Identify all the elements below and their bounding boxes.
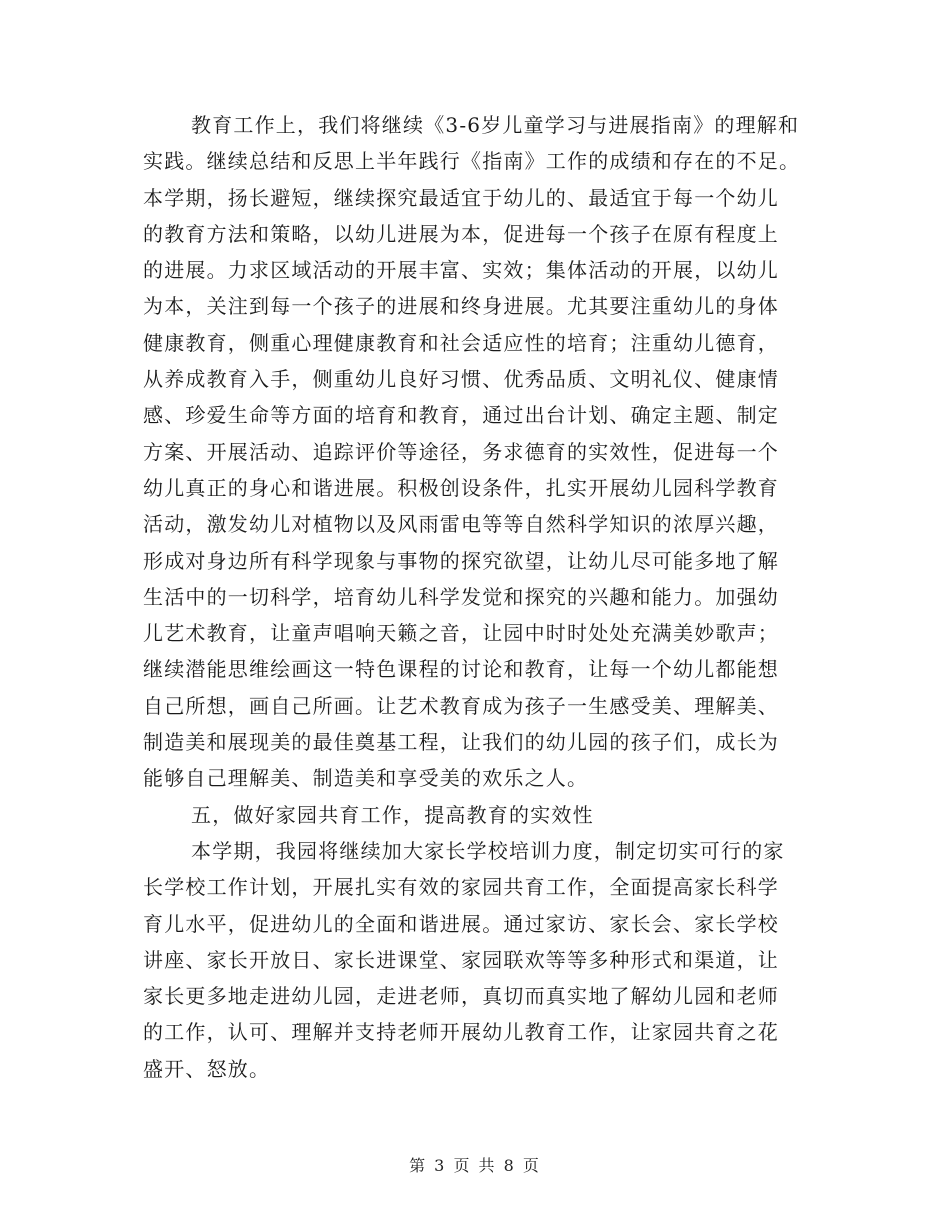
paragraph-line: 本学期，我园将继续加大家长学校培训力度，制定切实可行的家 xyxy=(191,838,785,863)
paragraph-line: 方案、开展活动、追踪评价等途径，务求德育的实效性，促进每一个 xyxy=(143,439,779,464)
paragraph-line: 继续潜能思维绘画这一特色课程的讨论和教育，让每一个幼儿都能想 xyxy=(143,657,779,682)
section-heading: 五，做好家园共育工作，提高教育的实效性 xyxy=(191,802,594,827)
paragraph-line: 从养成教育入手，侧重幼儿良好习惯、优秀品质、文明礼仪、健康情 xyxy=(143,367,779,392)
paragraph-line: 能够自己理解美、制造美和享受美的欢乐之人。 xyxy=(143,766,589,791)
paragraph-line: 为本，关注到每一个孩子的进展和终身进展。尤其要注重幼儿的身体 xyxy=(143,294,779,319)
paragraph-line: 教育工作上，我们将继续《3-6岁儿童学习与进展指南》的理解和 xyxy=(191,113,800,137)
paragraph-line: 健康教育，侧重心理健康教育和社会适应性的培育；注重幼儿德育， xyxy=(143,330,779,355)
paragraph-line: 育儿水平，促进幼儿的全面和谐进展。通过家访、家长会、家长学校 xyxy=(143,911,779,936)
paragraph-line: 活动，激发幼儿对植物以及风雨雷电等等自然科学知识的浓厚兴趣， xyxy=(143,512,779,537)
paragraph-line: 实践。继续总结和反思上半年践行《指南》工作的成绩和存在的不足。 xyxy=(143,149,801,174)
paragraph-line: 生活中的一切科学，培育幼儿科学发觉和探究的兴趣和能力。加强幼 xyxy=(143,584,779,609)
paragraph-line: 的进展。力求区域活动的开展丰富、实效；集体活动的开展，以幼儿 xyxy=(143,258,779,283)
document-body xyxy=(143,107,803,1087)
paragraph-line: 儿艺术教育，让童声唱响天籁之音，让园中时时处处充满美妙歌声； xyxy=(143,621,779,646)
paragraph-line: 幼儿真正的身心和谐进展。积极创设条件，扎实开展幼儿园科学教育 xyxy=(143,475,779,500)
page-number-footer: 第 3 页 共 8 页 xyxy=(409,1156,541,1175)
paragraph-line: 的工作，认可、理解并支持老师开展幼儿教育工作，让家园共育之花 xyxy=(143,1020,779,1045)
paragraph-line: 制造美和展现美的最佳奠基工程，让我们的幼儿园的孩子们，成长为 xyxy=(143,730,779,755)
paragraph-line: 家长更多地走进幼儿园，走进老师，真切而真实地了解幼儿园和老师 xyxy=(143,984,779,1009)
paragraph-line: 的教育方法和策略，以幼儿进展为本，促进每一个孩子在原有程度上 xyxy=(143,221,779,246)
paragraph-line: 讲座、家长开放日、家长进课堂、家园联欢等等多种形式和渠道，让 xyxy=(143,947,779,972)
paragraph-line: 感、珍爱生命等方面的培育和教育，通过出台计划、确定主题、制定 xyxy=(143,403,779,428)
paragraph-line: 盛开、怒放。 xyxy=(143,1056,271,1081)
paragraph-line: 长学校工作计划，开展扎实有效的家园共育工作，全面提高家长科学 xyxy=(143,875,779,900)
paragraph-line: 形成对身边所有科学现象与事物的探究欲望，让幼儿尽可能多地了解 xyxy=(143,548,779,573)
paragraph-line: 自己所想，画自己所画。让艺术教育成为孩子一生感受美、理解美、 xyxy=(143,693,779,718)
paragraph-line: 本学期，扬长避短，继续探究最适宜于幼儿的、最适宜于每一个幼儿 xyxy=(143,185,779,210)
